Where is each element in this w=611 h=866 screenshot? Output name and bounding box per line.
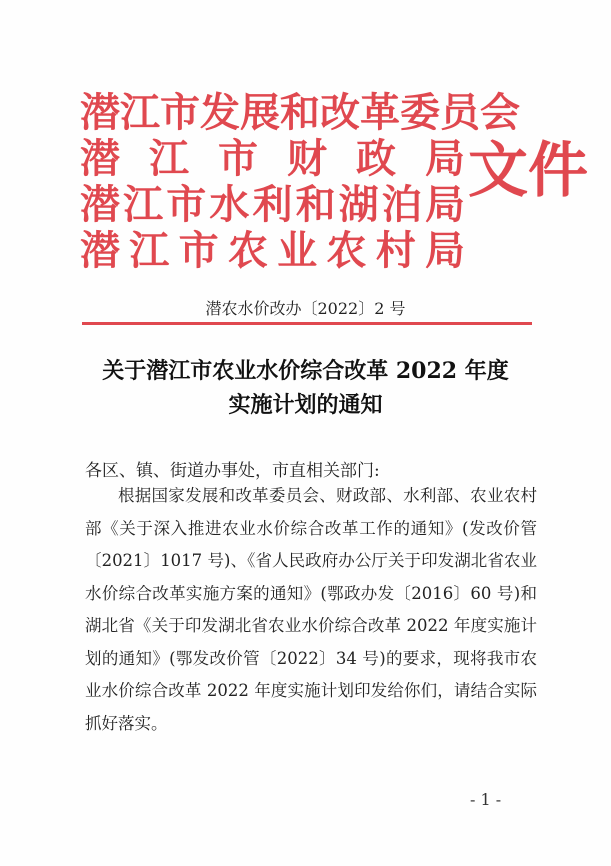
issuer-char: 潜: [80, 227, 120, 274]
issuer-char: 村: [375, 227, 416, 274]
page-number: - 1 -: [470, 790, 502, 809]
salutation: 各区、镇、街道办事处，市直相关部门:: [85, 461, 380, 481]
issuer-char: 政: [356, 135, 396, 182]
issuer-char: 发: [200, 89, 240, 136]
issuer-char: 江: [149, 135, 189, 182]
issuer-char: 农: [227, 227, 268, 274]
issuer-char: 江: [129, 227, 170, 274]
issuer-line-4: [80, 228, 465, 274]
issuer-char: 改: [320, 89, 360, 136]
issuer-char: 农: [326, 227, 367, 274]
issuer-char: 湖: [338, 181, 379, 228]
issuer-char: 市: [218, 135, 258, 182]
document-label-wenjian: 文件: [468, 136, 588, 206]
issuer-char: 革: [360, 89, 400, 136]
issuer-char: 潜: [80, 135, 120, 182]
issuer-char: 潜: [80, 181, 120, 228]
issuer-char: 局: [424, 227, 465, 274]
issuer-char: 和: [295, 181, 336, 228]
issuer-char: 委: [400, 89, 440, 136]
issuer-char: 市: [166, 181, 207, 228]
issuer-char: 江: [120, 89, 160, 136]
issuer-char: 江: [123, 181, 164, 228]
issuer-char: 业: [277, 227, 318, 274]
issuer-char: 展: [240, 89, 280, 136]
title-line-2: 实施计划的通知: [228, 392, 383, 418]
issuer-line-1: [80, 89, 520, 136]
issuer-char: 会: [480, 89, 520, 136]
document-number: 潜农水价改办〔2022〕2 号: [205, 299, 406, 318]
issuer-char: 泊: [381, 181, 422, 228]
issuer-char: 市: [160, 89, 200, 136]
issuer-line-2: [80, 136, 465, 182]
issuing-authorities: [80, 89, 520, 274]
red-divider-line: [82, 322, 532, 325]
document-title: [0, 354, 611, 422]
issuer-line-3: [80, 182, 465, 228]
issuer-char: 潜: [80, 89, 120, 136]
issuer-char: 水: [209, 181, 250, 228]
issuer-char: 利: [252, 181, 293, 228]
issuer-char: 和: [280, 89, 320, 136]
title-line-1: 关于潜江市农业水价综合改革 2022 年度: [102, 358, 509, 384]
body-paragraph: 根据国家发展和改革委员会、财政部、水利部、农业农村部《关于深入推进农业水价综合改革工作的通知》(发改价管〔2021〕1017 号)、《省人民政府办公厅关于印发湖北省农业水价综合改革实施方案的通知》(鄂政办发〔2016〕60 号)和湖北省《关于印发湖北省农业水价综合改革 2022 年度实施计划的通知》(鄂发改价管〔2022〕34 号)的要求，现将我市农业水价综合改革 2022 年度实施计划印发给你们，请结合实际抓好落实。: [85, 486, 537, 733]
issuer-char: 市: [178, 227, 219, 274]
issuer-char: 财: [287, 135, 327, 182]
issuer-char: 局: [425, 135, 465, 182]
issuer-char: 员: [440, 89, 480, 136]
issuer-char: 局: [425, 181, 465, 228]
